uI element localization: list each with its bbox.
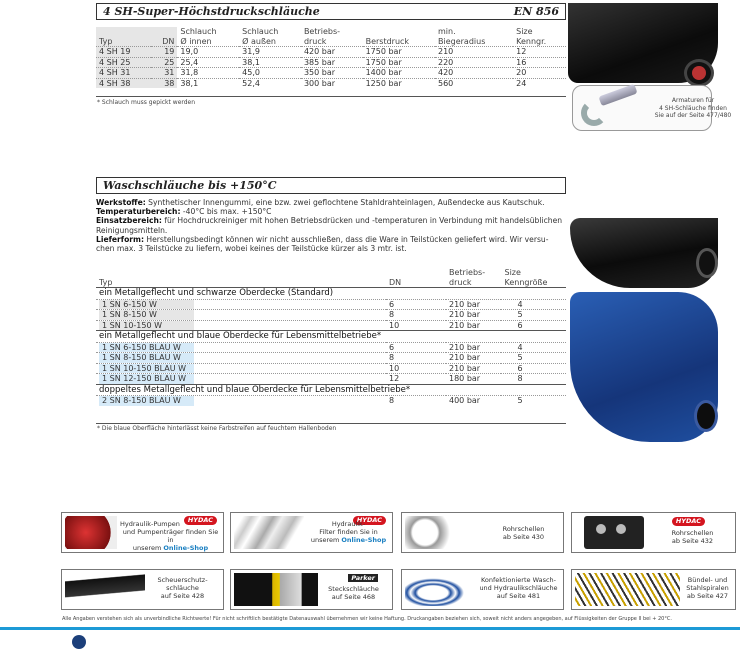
description-block: Werkstoffe: Synthetischer Innengummi, eine bzw. zwei geflochtene Stahldrahteinlagen, Außendecke aus Kautschuk. Temperaturbereich: -40°C bis max. +150°C Einsatzbereich: für Hochdruckreiniger mit hohen Betriebsdrücken und -temperaturen in Verbindung mit handelsüblichen Reinigungsmitteln. Lieferform: Herstellungsbedingt können wir nicht ausschließen, dass die Ware in Teilstücken geliefert wird. Wir versu-chen max. 3 Teilstücke zu liefern, wobei keines der Teilstücke kürzer als 3 mtr. ist. [96,198,563,254]
table-row: 1 SN 12-150 BLAU W 12 180 bar 8 [96,374,566,385]
card-konfektionierte[interactable] [401,569,564,610]
section-title-text: 4 SH-Super-Höchstdruckschläuche [103,5,320,18]
fitting-caption: Armaturen für 4 SH-Schläuche finden Sie auf der Seite 477/480 [654,97,732,119]
hdr-size-1: Size [504,268,521,277]
hdr-inner-1: Schlauch [180,27,217,36]
hdr-op-1: Betriebs- [303,27,341,36]
table-bottom-rule [96,423,566,424]
hdr-size-2: Kenngröße [504,277,548,287]
card-rohrschellen-430[interactable] [401,512,564,553]
hose-image-black-wash [570,218,718,288]
hdr-op-2: druck [449,277,472,287]
table-row: 4 SH 31 31 31,8 45,0 350 bar 1400 bar 420 20 [96,68,566,79]
table-row: 1 SN 10-150 BLAU W 10 210 bar 6 [96,363,566,374]
hdr-inner-2: Ø innen [180,36,212,46]
table-row: 4 SH 25 25 25,4 38,1 385 bar 1750 bar 220 16 [96,57,566,68]
card-steckschlaeuche[interactable] [230,569,393,610]
clamp-image [405,516,485,549]
group-header: ein Metallgeflecht und schwarze Oberdecke (Standard) [96,288,566,300]
card-text: Bündel- und Stahlspiralen ab Seite 427 [686,576,729,600]
protective-hose-image [65,573,145,606]
push-hose-image [234,573,318,606]
section-title-4sh [96,3,566,20]
section-title-text: Waschschläuche bis +150°C [103,179,277,192]
hdr-dn: DN [151,37,178,47]
hydac-logo: HYDAC [672,517,705,526]
hydac-logo: HYDAC [353,516,386,525]
clamp-block-image [584,516,644,549]
card-text: Rohrschellen ab Seite 430 [502,525,545,541]
hdr-burst: Berstdruck [365,36,410,46]
card-buendel-spiralen[interactable] [571,569,736,610]
footer-disclaimer: Alle Angaben verstehen sich als unverbindliche Richtwerte! Für nicht schriftlich bestätigte Datenauswahl übernehmen wir keine Haftung. Druckangaben beziehen sich, soweit nicht anders angegeben, auf Flüssigkeiten der Gruppe II bei + 20°C. [62,616,672,622]
table-4sh [96,27,566,88]
footer-accent-bar [0,627,740,630]
hdr-outer-1: Schlauch [242,27,279,36]
hdr-op-1: Betriebs- [449,268,486,277]
hose-image-blue [570,292,718,442]
parker-logo: Parker [348,574,378,582]
hydac-logo: HYDAC [184,516,217,525]
pump-image [65,516,117,549]
hdr-size-2: Kenngr. [516,36,547,46]
coiled-hose-image [405,573,475,606]
group-header: ein Metallgeflecht und blaue Oberdecke für Lebensmittelbetriebe* [96,331,566,343]
table-row: 4 SH 38 38 38,1 52,4 300 bar 1250 bar 560 24 [96,78,566,88]
table-row: 1 SN 6-150 BLAU W 6 210 bar 4 [96,342,566,353]
card-scheuerschutz[interactable] [61,569,224,610]
hdr-bend-1: min. [438,27,456,36]
table-row: 1 SN 8-150 BLAU W 8 210 bar 5 [96,353,566,364]
spiral-image [575,573,680,606]
hdr-outer-2: Ø außen [242,36,276,46]
table-row: 1 SN 10-150 W 10 210 bar 6 [96,320,566,331]
card-rohrschellen-432[interactable] [571,512,736,553]
card-text: Scheuerschutz- schläuche auf Seite 428 [157,576,208,600]
card-hydraulik-filter[interactable] [230,512,393,553]
card-text: Steckschläuche auf Seite 468 [328,585,379,601]
card-text: Hydraulik-Pumpen und Pumpenträger finden Sie in unserem Online-Shop [120,520,219,552]
table-bottom-rule [96,96,566,97]
hdr-typ: Typ [96,37,151,47]
table-row: 1 SN 6-150 W 6 210 bar 4 [96,299,566,310]
group-header: doppeltes Metallgeflecht und blaue Oberdecke für Lebensmittelbetriebe* [96,384,566,396]
fitting-body [598,84,637,106]
filter-image [234,516,304,549]
table-row: 2 SN 8-150 BLAU W 8 400 bar 5 [96,396,566,406]
standard-label: EN 856 [513,5,559,18]
table-wash [96,268,566,406]
hdr-dn: DN [389,277,402,287]
table-row: 4 SH 19 19 19,0 31,9 420 bar 1750 bar 210 12 [96,47,566,58]
table-row: 1 SN 8-150 W 8 210 bar 5 [96,310,566,321]
online-shop-link[interactable]: Online-Shop [341,536,387,544]
card-text: Konfektionierte Wasch- und Hydraulikschläuche auf Seite 481 [479,576,558,600]
card-text: Rohrschellen ab Seite 432 [671,529,714,545]
section-title-wash [96,177,566,194]
hdr-op-2: druck [303,36,327,46]
hdr-typ: Typ [99,277,113,287]
hdr-size-1: Size [516,27,533,36]
card-hydraulik-pumpen[interactable] [61,512,224,553]
hdr-bend-2: Biegeradius [438,36,486,46]
online-shop-link[interactable]: Online-Shop [163,544,209,552]
table-note-4sh: * Schlauch muss gepickt werden [97,99,196,106]
hose-image-black [568,3,718,83]
footer-logo-mark [72,635,86,649]
card-text: Hydraulik- Filter finden Sie in unserem Online-Shop [310,520,387,544]
table-note-wash: * Die blaue Oberfläche hinterlässt keine Farbstreifen auf feuchtem Hallenboden [97,425,337,432]
